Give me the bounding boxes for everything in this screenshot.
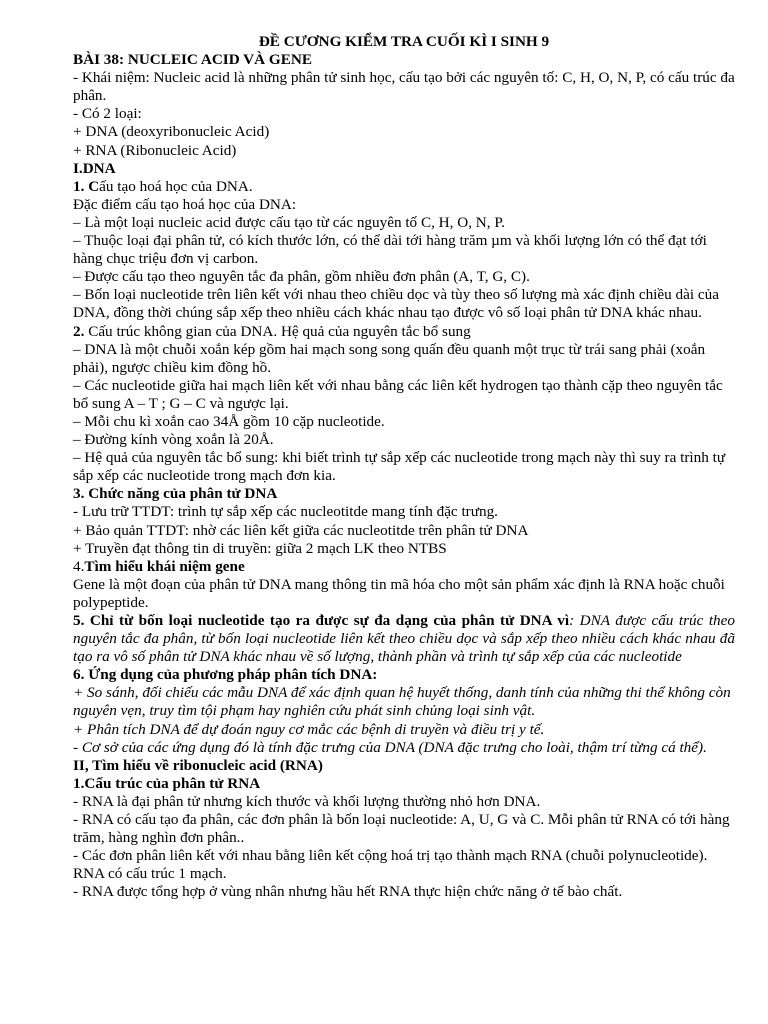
r1-line: - Các đơn phân liên kết với nhau bằng liên kết cộng hoá trị tạo thành mạch RNA (chuỗi polynucleotide). RNA có cấu trúc 1 mạch. [73, 847, 708, 883]
s6-line: + So sánh, đối chiếu các mẫu DNA để xác định quan hệ huyết thống, danh tính của những thi thể không còn nguyên vẹn, truy tìm tội phạm hay nghiên cứu phát sinh chủng loại sinh vật. [73, 684, 731, 720]
s1-line: – Thuộc loại đại phân tử, có kích thước lớn, có thể dài tới hàng trăm µm và khối lượng lớn có thể đạt tới hàng chục triệu đơn vị carbon. [73, 232, 707, 268]
intro-type-dna: + DNA (deoxyribonucleic Acid) [73, 123, 270, 141]
s2-line: – Các nucleotide giữa hai mạch liên kết với nhau bằng các liên kết hydrogen tạo thành cặp theo nguyên tắc bổ sung A – T ; G – C và ngược lại. [73, 376, 723, 412]
s1-line: Đặc điểm cấu tạo hoá học của DNA: [73, 195, 297, 213]
s3-heading: 3. Chức năng của phân tử DNA [73, 485, 278, 503]
r1-line: - RNA có cấu tạo đa phân, các đơn phân là bốn loại nucleotide: A, U, G và C. Mỗi phân tử RNA có tới hàng trăm, hàng nghìn đơn phân.. [73, 811, 730, 847]
s1-title: ấu tạo hoá học của DNA. [99, 177, 253, 195]
document-title: ĐỀ CƯƠNG KIỂM TRA CUỐI KÌ I SINH 9 [258, 33, 550, 50]
intro-type-rna: + RNA (Ribonucleic Acid) [73, 141, 237, 159]
s2-heading [73, 323, 735, 341]
s3-line: + Bảo quản TTDT: nhờ các liên kết giữa các nucleotitde trên phân tử DNA [73, 521, 529, 539]
s4-title: Tìm hiểu khái niệm gene [84, 557, 245, 575]
intro-types: - Có 2 loại: [73, 105, 142, 123]
s5-answer: : DNA được cấu trúc theo nguyên tắc đa phân, từ bốn loại nucleotide liên kết theo chiều dọc và sắp xếp theo nhiều cách khác nhau đã tạo ra vô số phân tử DNA khác nhau về số lượng, thành phần và trình tự sắp xếp của các nucleotide [73, 612, 735, 666]
s4-text: Gene là một đoạn của phân tử DNA mang thông tin mã hóa cho một sản phẩm xác định là RNA hoặc chuỗi polypeptide. [73, 575, 725, 611]
section-dna-heading: I.DNA [73, 159, 116, 177]
s2-line: – Hệ quả của nguyên tắc bổ sung: khi biết trình tự sắp xếp các nucleotide trong mạch này thì suy ra trình tự sắp xếp các nucleotide trong mạch đơn kia. [73, 449, 726, 485]
s1-line: – Bốn loại nucleotide trên liên kết với nhau theo chiều dọc và tùy theo số lượng mà xác định chiều dài của DNA, đồng thời chúng sắp xếp theo nhiều cách khác nhau tạo được vô số loại phân tử DNA khác nhau. [73, 286, 719, 322]
s1-heading [73, 178, 735, 196]
s3-line: - Lưu trữ TTDT: trình tự sắp xếp các nucleotitde mang tính đặc trưng. [73, 503, 498, 521]
s4-number: 4. [73, 557, 85, 575]
s2-line: – Đường kính vòng xoắn là 20Å. [73, 431, 274, 449]
s5-paragraph [73, 612, 735, 666]
s1-line: – Được cấu tạo theo nguyên tắc đa phân, gồm nhiều đơn phân (A, T, G, C). [73, 268, 530, 286]
s6-line: - Cơ sở của các ứng dụng đó là tính đặc trưng của DNA (DNA đặc trưng cho loài, thậm trí từng cá thể). [73, 738, 707, 756]
s2-number: 2. [73, 322, 85, 340]
s6-heading: 6. Ứng dụng của phương pháp phân tích DNA: [73, 666, 378, 684]
r1-heading: 1.Cấu trúc của phân tử RNA [73, 774, 261, 792]
s5-question: 5. Chỉ từ bốn loại nucleotide tạo ra được sự đa dạng của phân tử DNA vì [73, 612, 570, 629]
s1-line: – Là một loại nucleic acid được cấu tạo từ các nguyên tố C, H, O, N, P. [73, 213, 505, 231]
r1-line: - RNA được tổng hợp ở vùng nhân nhưng hầu hết RNA thực hiện chức năng ở tế bào chất. [73, 883, 623, 901]
lesson-heading: BÀI 38: NUCLEIC ACID VÀ GENE [73, 51, 312, 69]
s2-line: – DNA là một chuỗi xoắn kép gồm hai mạch song song quấn đều quanh một trục từ trái sang phải (xoắn phải), ngược chiều kim đồng hồ. [73, 340, 706, 376]
s1-number: 1. C [73, 177, 100, 195]
document-page [73, 33, 735, 902]
intro-definition: - Khái niệm: Nucleic acid là những phân tử sinh học, cấu tạo bởi các nguyên tố: C, H, O, N, P, có cấu trúc đa phân. [73, 69, 735, 105]
s3-line: + Truyền đạt thông tin di truyền: giữa 2 mạch LK theo NTBS [73, 539, 447, 557]
s4-heading [73, 558, 735, 576]
s2-title: Cấu trúc không gian của DNA. Hệ quả của nguyên tắc bổ sung [84, 322, 471, 340]
section-rna-heading: II, Tìm hiểu về ribonucleic acid (RNA) [73, 756, 323, 774]
r1-line: - RNA là đại phân tử nhưng kích thước và khối lượng thường nhỏ hơn DNA. [73, 792, 541, 810]
s2-line: – Mỗi chu kì xoắn cao 34Å gồm 10 cặp nucleotide. [73, 412, 385, 430]
s6-line: + Phân tích DNA để dự đoán nguy cơ mắc các bệnh di truyền và điều trị y tế. [73, 720, 545, 738]
